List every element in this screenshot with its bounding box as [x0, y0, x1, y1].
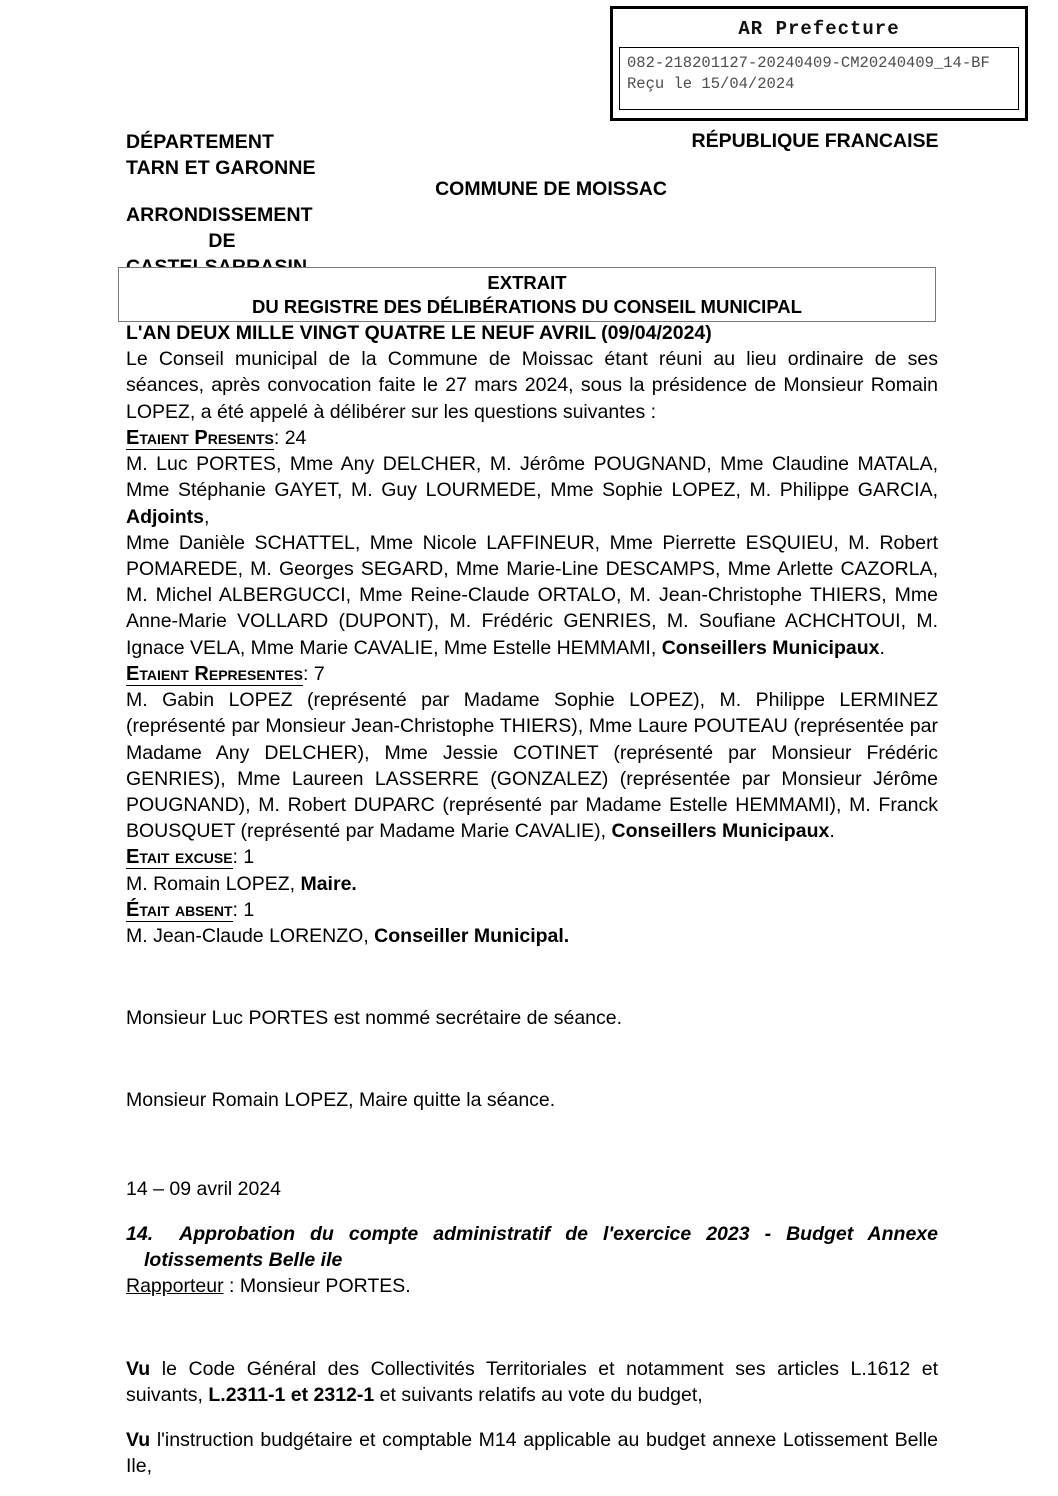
- stamp-reference: 082-218201127-20240409-CM20240409_14-BF: [627, 54, 990, 72]
- spacer: [126, 1114, 938, 1176]
- spacer: [126, 949, 938, 1005]
- header-left-block: [126, 130, 456, 281]
- item-reference: 14 – 09 avril 2024: [126, 1177, 282, 1200]
- rapporteur-value: : Monsieur PORTES.: [223, 1275, 411, 1298]
- excuse-label: Etait excuse: [126, 846, 233, 869]
- commune-label: COMMUNE DE MOISSAC: [435, 178, 667, 200]
- spacer: [126, 1202, 938, 1221]
- excuse-name: M. Romain LOPEZ,: [126, 872, 301, 895]
- deliberation-number: 14.: [126, 1222, 154, 1245]
- arrondissement-de: DE: [208, 230, 236, 253]
- absent-label: Était absent: [126, 898, 233, 921]
- vu1-part1: le Code Général des Collectivités Territoriales et notamment ses articles L.1612 et suivants,: [126, 1357, 938, 1406]
- excuse-paragraph: [126, 871, 938, 897]
- vu1-label: Vu: [126, 1357, 151, 1380]
- rapporteur-line: [126, 1273, 938, 1299]
- representes-count: : 7: [303, 662, 325, 685]
- absent-title: Conseiller Municipal.: [374, 925, 570, 948]
- presents-adjoints-tail: ,: [204, 505, 210, 528]
- spacer: [126, 1408, 938, 1427]
- document-header: [0, 130, 1058, 270]
- vu2-label: Vu: [126, 1429, 151, 1451]
- presents-adjoints-paragraph: [126, 451, 938, 530]
- representes-paragraph: [126, 687, 938, 844]
- arrondissement-label: ARRONDISSEMENT: [126, 204, 313, 227]
- absent-count: : 1: [232, 898, 255, 921]
- representes-heading: [126, 661, 938, 687]
- representes-tail: .: [829, 820, 835, 843]
- deliberation-title: [126, 1221, 938, 1273]
- opening-date: L'AN DEUX MILLE VINGT QUATRE LE NEUF AVRIL (09/04/2024): [126, 322, 712, 344]
- extrait-line-2: DU REGISTRE DES DÉLIBÉRATIONS DU CONSEIL MUNICIPAL: [252, 295, 802, 317]
- excuse-heading: [126, 844, 938, 870]
- spacer: [126, 1031, 938, 1087]
- representes-title: Conseillers Municipaux: [611, 820, 830, 843]
- presents-conseillers-title: Conseillers Municipaux: [661, 636, 880, 659]
- vu2-text: l'instruction budgétaire et comptable M14 applicable au budget annexe Lotissement Belle Ile,: [126, 1429, 938, 1478]
- presents-adjoints-title: Adjoints: [126, 505, 204, 528]
- maire-quitte-paragraph: Monsieur Romain LOPEZ, Maire quitte la séance.: [126, 1089, 556, 1112]
- departement-name: TARN ET GARONNE: [126, 156, 316, 179]
- document-body: [126, 320, 938, 1479]
- absent-paragraph: [126, 923, 938, 949]
- excuse-title: Maire.: [300, 872, 357, 895]
- absent-name: M. Jean-Claude LORENZO,: [126, 925, 375, 948]
- presents-count: : 24: [273, 426, 307, 449]
- presents-label: Etaient Presents: [126, 426, 274, 449]
- representes-label: Etaient Representes: [126, 662, 303, 685]
- convocation-paragraph: Le Conseil municipal de la Commune de Moissac étant réuni au lieu ordinaire de ses séances, après convocation faite le 27 mars 2024, sous la présidence de Monsieur Romain LOPEZ, a été appelé à délibérer sur les questions suivantes :: [126, 348, 938, 423]
- extrait-line-1: EXTRAIT: [487, 272, 567, 293]
- rapporteur-label: Rapporteur: [126, 1275, 224, 1298]
- presents-conseillers-tail: .: [879, 636, 885, 659]
- ar-prefecture-stamp: [610, 6, 1028, 121]
- vu1-part2: et suivants relatifs au vote du budget,: [374, 1383, 703, 1406]
- presents-heading: [126, 425, 938, 451]
- absent-heading: [126, 897, 938, 923]
- deliberation-title-text: Approbation du compte administratif de l'exercice 2023 - Budget Annexe lotissements Belle ile: [144, 1222, 938, 1272]
- republique-francaise-label: RÉPUBLIQUE FRANCAISE: [691, 130, 939, 152]
- vu-paragraph-2: [126, 1427, 938, 1479]
- stamp-body: [619, 47, 1019, 110]
- presents-conseillers-paragraph: [126, 530, 938, 661]
- extrait-box: [118, 267, 936, 322]
- representes-names: M. Gabin LOPEZ (représenté par Madame Sophie LOPEZ), M. Philippe LERMINEZ (représenté par Monsieur Jean-Christophe THIERS), Mme Laure POUTEAU (représentée par Madame Any DELCHER), Mme Jessie COTINET (représenté par Monsieur Frédéric GENRIES), Mme Laureen LASSERRE (GONZALEZ) (représentée par Monsieur Jérôme POUGNAND), M. Robert DUPARC (représenté par Madame Estelle HEMMAMI), M. Franck BOUSQUET (représenté par Madame Marie CAVALIE),: [126, 689, 938, 843]
- secretaire-paragraph: Monsieur Luc PORTES est nommé secrétaire de séance.: [126, 1007, 623, 1030]
- presents-adjoints-names: M. Luc PORTES, Mme Any DELCHER, M. Jérôme POUGNAND, Mme Claudine MATALA, Mme Stéphanie GAYET, M. Guy LOURMEDE, Mme Sophie LOPEZ, M. Philippe GARCIA,: [126, 453, 938, 502]
- stamp-title: AR Prefecture: [738, 18, 900, 40]
- stamp-received-date: Reçu le 15/04/2024: [627, 74, 795, 93]
- vu1-articles: L.2311-1 et 2312-1: [208, 1383, 375, 1406]
- departement-label: DÉPARTEMENT: [126, 131, 275, 153]
- vu-paragraph-1: [126, 1356, 938, 1408]
- excuse-count: : 1: [232, 846, 255, 869]
- presents-conseillers-names: Mme Danièle SCHATTEL, Mme Nicole LAFFINEUR, Mme Pierrette ESQUIEU, M. Robert POMAREDE, M. Georges SEGARD, Mme Marie-Line DESCAMPS, Mme Arlette CAZORLA, M. Michel ALBERGUCCI, Mme Reine-Claude ORTALO, M. Jean-Christophe THIERS, Mme Anne-Marie VOLLARD (DUPONT), M. Frédéric GENRIES, M. Soufiane ACHCHTOUI, M. Ignace VELA, Mme Marie CAVALIE, Mme Estelle HEMMAMI,: [126, 531, 938, 659]
- spacer: [126, 1300, 938, 1356]
